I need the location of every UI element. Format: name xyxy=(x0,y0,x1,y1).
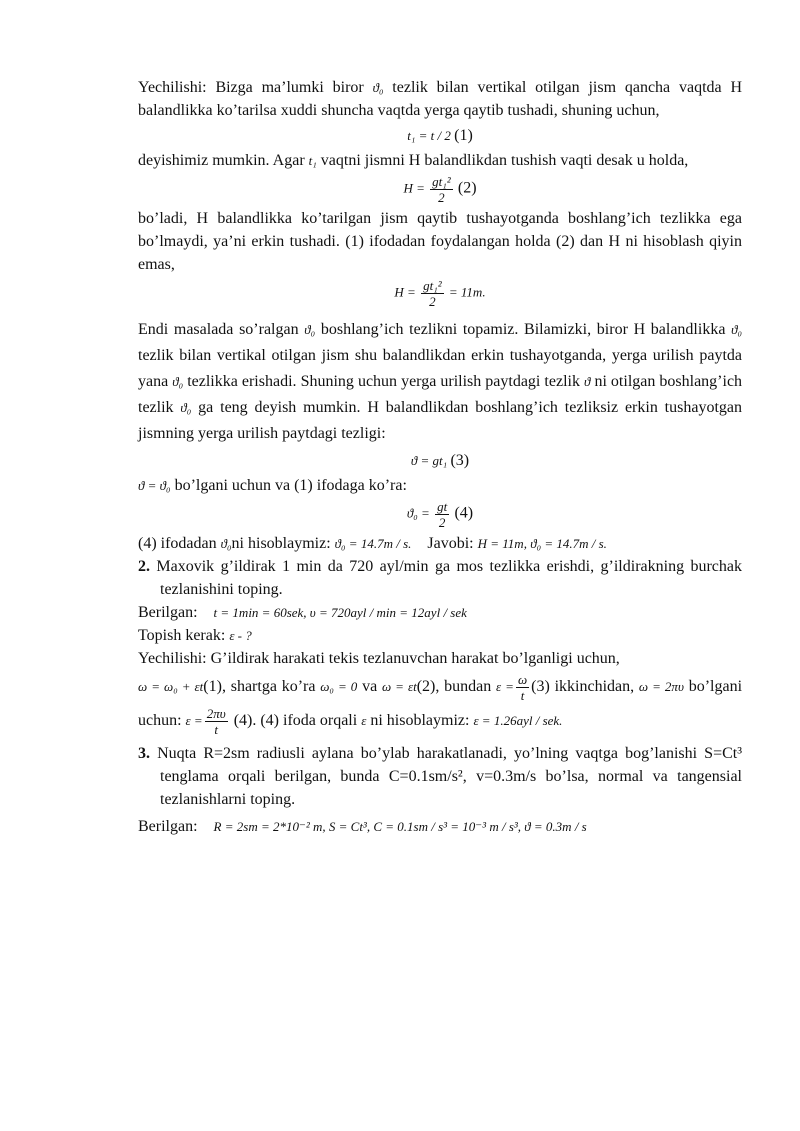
fraction: $\frac{gt}{2}$ xyxy=(437,499,448,530)
paragraph-solution-intro: Yechilishi: Bizga ma’lumki biror ϑ₀ tezlik bilan vertikal otilgan jism qancha vaqtda H balandlikka ko’tarilsa xuddi shuncha vaqtda yerga qaytib tushadi, shuning uchun, xyxy=(138,79,742,119)
equation-3: ϑ = gt₁ (3) xyxy=(410,452,470,469)
fraction: $\frac{\text{gt₁²}}{2}$ xyxy=(423,278,442,309)
paragraph-initial-velocity: Endi masalada so’ralgan ϑ₀ boshlang’ich tezlikni topamiz. Bilamizki, biror H balandlikka ϑ₀ tezlik bilan vertikal otilgan jism shu balandlikdan erkin tushayotganda, yerga urilish paytda yana ϑ₀ tezlikka erishadi. Shuning uchun yerga urilish paytdagi tezlik ϑ ni otilgan boshlang’ich tezlik ϑ₀ ga teng deyish mumkin. H balandlikdan boshlang’ich tezliksiz erkin tushayotgan jismning yerga urilish paytdagi tezligi: xyxy=(138,321,743,442)
solution-2-intro: Yechilishi: G’ildirak harakati tekis tezlanuvchan harakat bo’lganligi uchun, xyxy=(138,650,620,667)
fraction: $\frac{\omega}{t}$ xyxy=(517,671,528,703)
paragraph-free-fall: bo’ladi, H balandlikka ko’tarilgan jism qaytib tushayotganda boshlang’ich tezlikka ega bo’lmaydi, ya’ni erkin tushadi. (1) ifodadan foydalangan holda (2) dan H ni hisoblash qiyin emas, xyxy=(138,210,742,273)
equation-1: t₁ = t / 2 (1) xyxy=(407,127,473,144)
find-2: Topish kerak: ε - ? xyxy=(138,627,252,644)
fraction: $\frac{\text{gt₁²}}{2}$ xyxy=(432,174,451,205)
paragraph-equality: ϑ = ϑ₀ bo’lgani uchun va (1) ifodaga ko’ra: xyxy=(138,477,407,494)
document-page xyxy=(138,76,742,838)
given-2: Berilgan: t = 1min = 60sek, υ = 720ayl / min = 12ayl / sek xyxy=(138,604,467,621)
paragraph-answer-1: (4) ifodadan ϑ₀ni hisoblaymiz: ϑ₀ = 14.7m / s. Javobi: H = 11m, ϑ₀ = 14.7m / s. xyxy=(138,535,607,552)
equation-4: ϑ₀ = $\frac{gt}{2}$ (4) xyxy=(406,499,474,530)
given-3: Berilgan: R = 2sm = 2*10⁻² m, S = Ct³, C = 0.1sm / s³ = 10⁻³ m / s³, ϑ = 0.3m / s xyxy=(138,818,587,835)
math-v0: ϑ₀ xyxy=(372,80,384,95)
math-t1: t₁ xyxy=(308,153,317,168)
equation-height-result: H = $\frac{\text{gt₁²}}{2}$ = 11m. xyxy=(394,278,486,309)
equation-2: H = $\frac{\text{gt₁²}}{2}$ (2) xyxy=(403,174,477,205)
paragraph-fall-time: deyishimiz mumkin. Agar t₁ vaqtni jismni H balandlikdan tushish vaqti desak u holda, xyxy=(138,152,689,169)
fraction: $\frac{2\pi\upsilon}{t}$ xyxy=(206,705,226,737)
problem-3: 3. Nuqta R=2sm radiusli aylana bo’ylab harakatlanadi, yo’lning vaqtga bog’lanishi S=Ct³ tenglama orqali berilgan, bunda C=0.1sm/s², v=0.3m/s bo’lsa, normal va tangensial tezlanishlarni toping. xyxy=(138,745,743,808)
problem-2: 2. Maxovik g’ildirak 1 min da 720 ayl/min ga mos tezlikka erishdi, g’ildirakning burchak tezlanishini toping. xyxy=(138,558,742,598)
solution-2-equations: ω = ω₀ + εt(1), shartga ko’ra ω₀ = 0 va ω = εt(2), bundan ε = $\frac{\omega}{t}$ (3) ikkinchidan, ω = 2πυ bo’lgani uchun: ε = $\frac{2\pi\upsilon}{t}$ (4). (4) ifoda orqali ε ni hisoblaymiz: ε = 1.26ayl / sek. xyxy=(138,671,743,737)
